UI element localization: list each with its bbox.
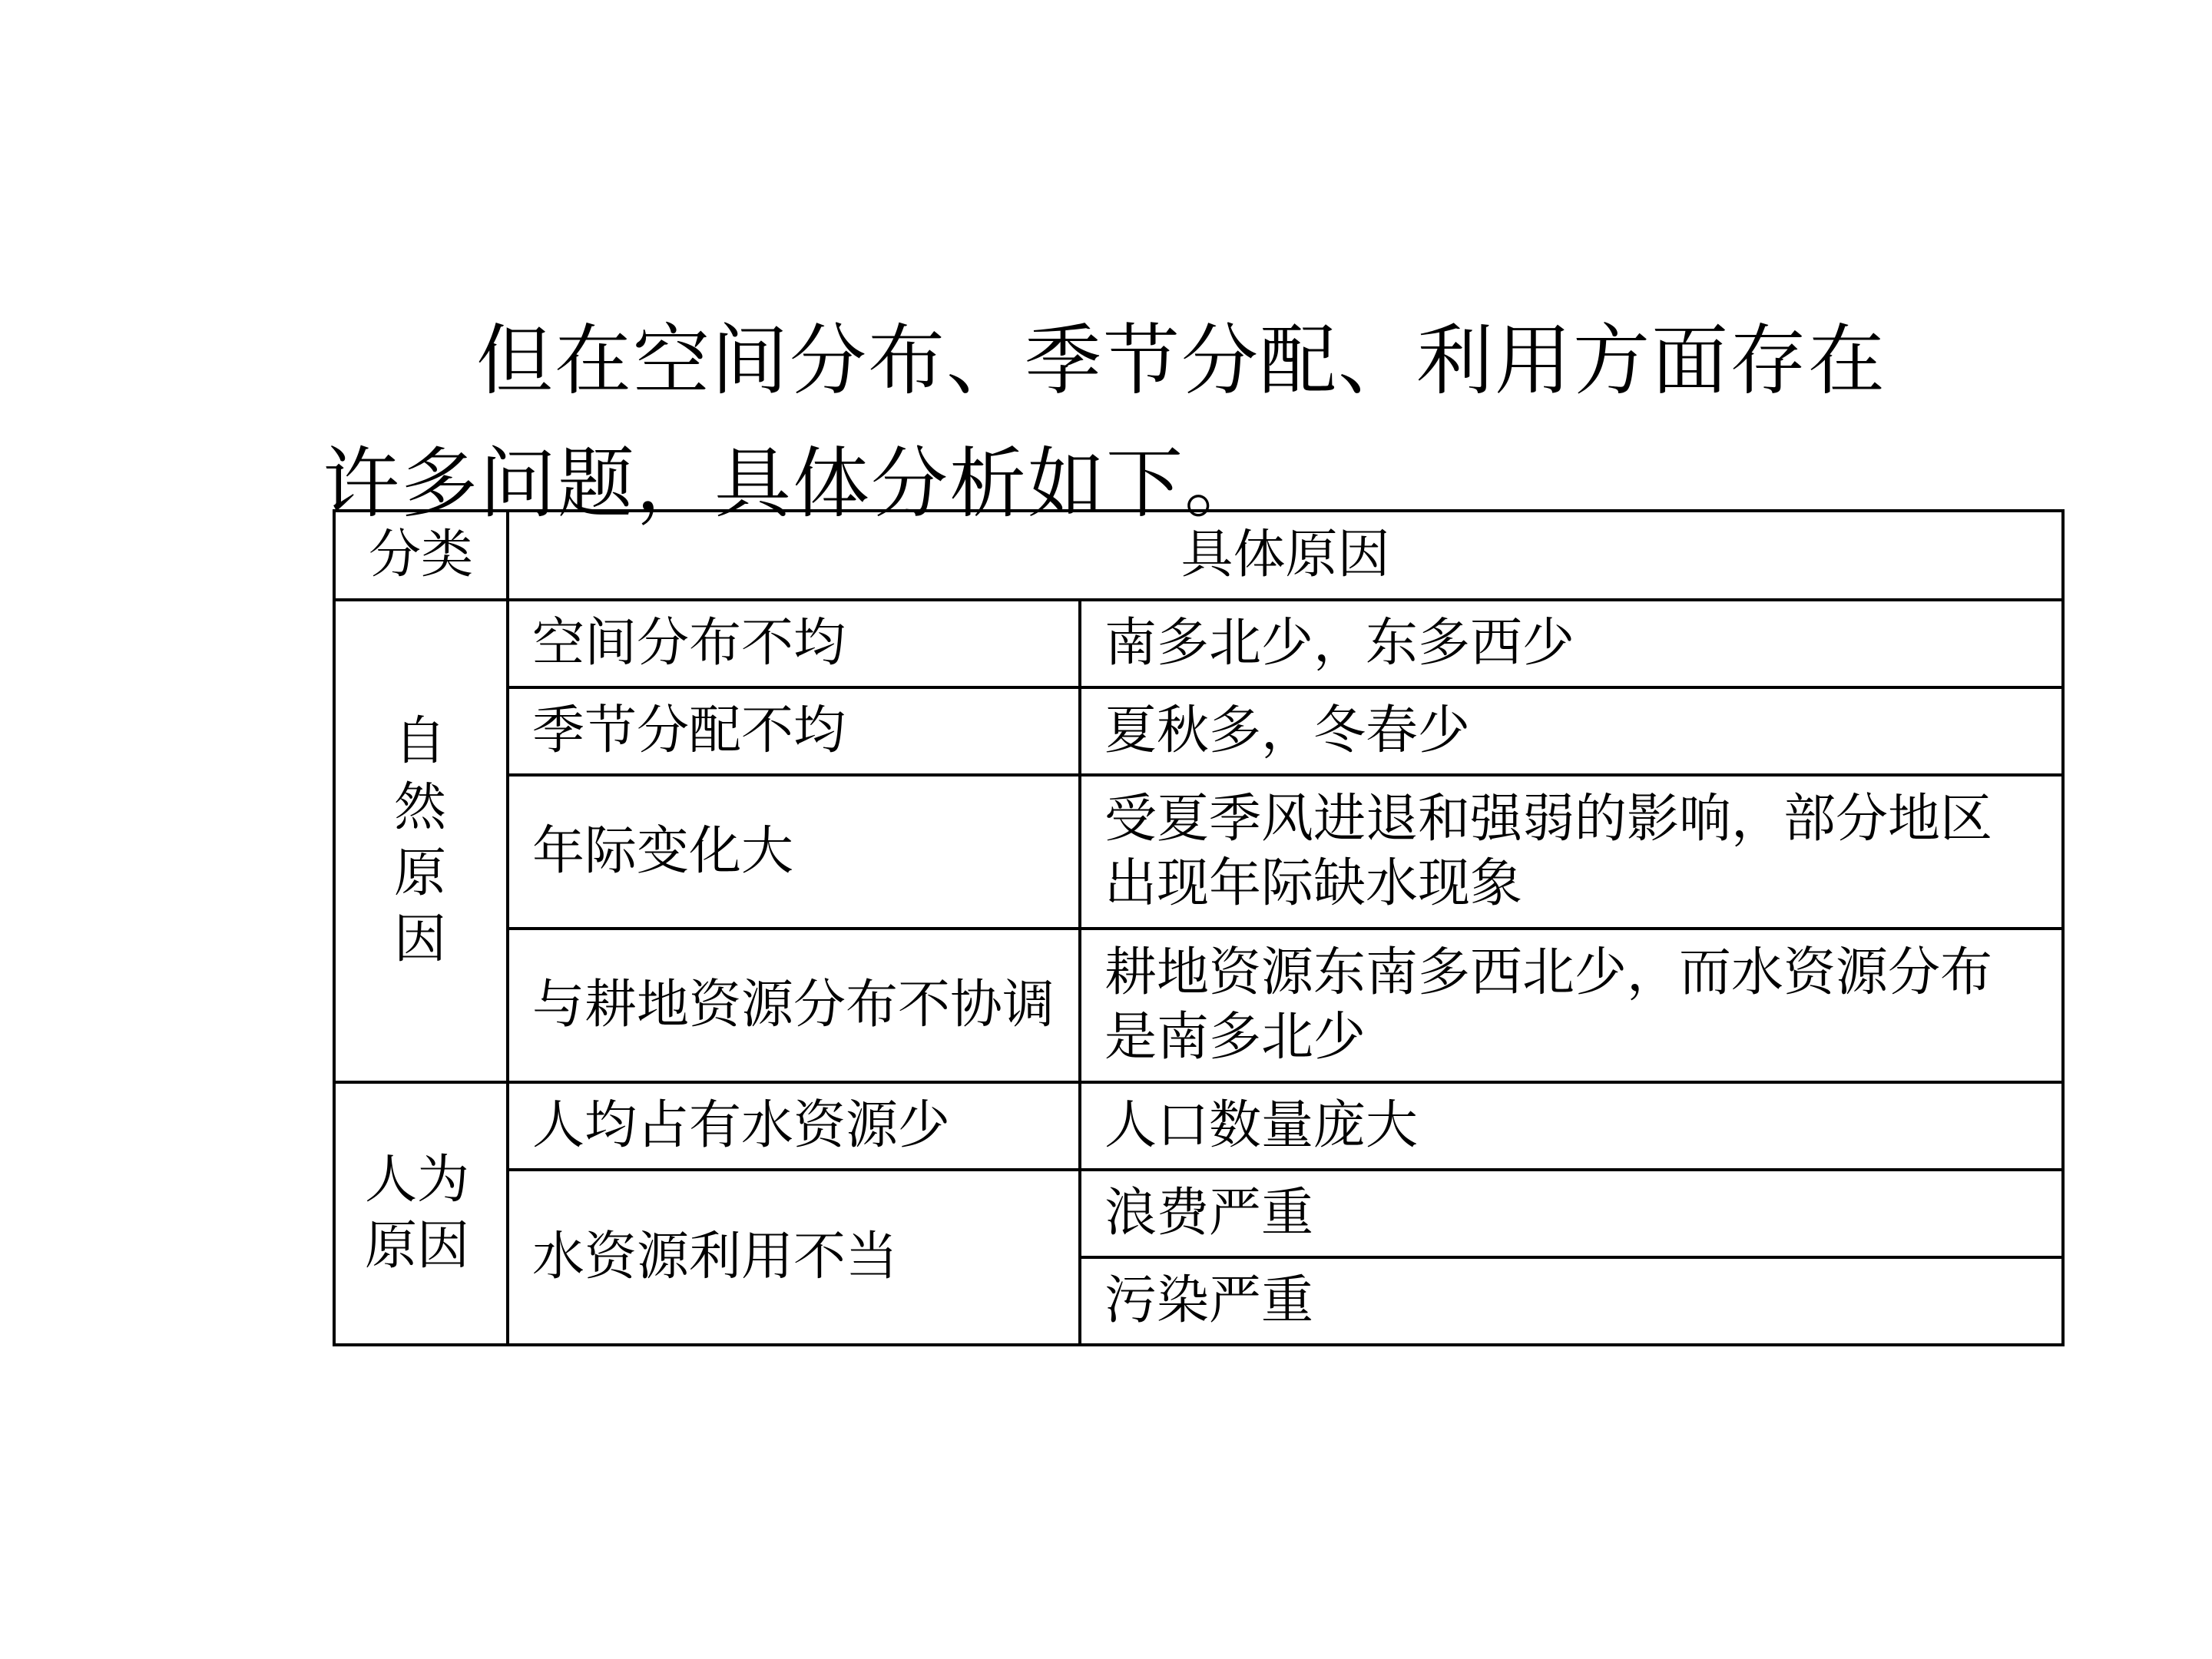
item-cell: 人均占有水资源少 [508, 1082, 1080, 1170]
detail-cell: 夏秋多，冬春少 [1080, 687, 2063, 775]
table-row [334, 775, 2063, 929]
table-row [334, 929, 2063, 1082]
header-reasons-cell: 具体原因 [508, 511, 2063, 600]
table-header-row [334, 511, 2063, 600]
detail-cell: 受夏季风进退和强弱的影响，部分地区出现年际缺水现象 [1080, 775, 2063, 929]
category-natural-label: 自然原因 [394, 711, 447, 970]
item-cell: 水资源利用不当 [508, 1170, 1080, 1345]
table-row [334, 1082, 2063, 1170]
category-human-cell [334, 1082, 508, 1345]
item-cell: 年际变化大 [508, 775, 1080, 929]
water-problems-table [333, 509, 2065, 1346]
table-row [334, 687, 2063, 775]
table-row [334, 1170, 2063, 1257]
detail-cell: 人口数量庞大 [1080, 1082, 2063, 1170]
detail-cell: 浪费严重 [1080, 1170, 2063, 1257]
detail-cell: 耕地资源东南多西北少，而水资源分布是南多北少 [1080, 929, 2063, 1082]
detail-cell: 南多北少，东多西少 [1080, 600, 2063, 687]
item-cell: 季节分配不均 [508, 687, 1080, 775]
intro-paragraph: 但在空间分布、季节分配、利用方面存在许多问题，具体分析如下。 [323, 316, 1886, 528]
category-natural-cell [334, 600, 508, 1082]
table-row [334, 600, 2063, 687]
category-human-label: 人为原因 [365, 1150, 470, 1277]
item-cell: 空间分布不均 [508, 600, 1080, 687]
item-cell: 与耕地资源分布不协调 [508, 929, 1080, 1082]
detail-cell: 污染严重 [1080, 1257, 2063, 1345]
header-category-cell: 分类 [334, 511, 508, 600]
